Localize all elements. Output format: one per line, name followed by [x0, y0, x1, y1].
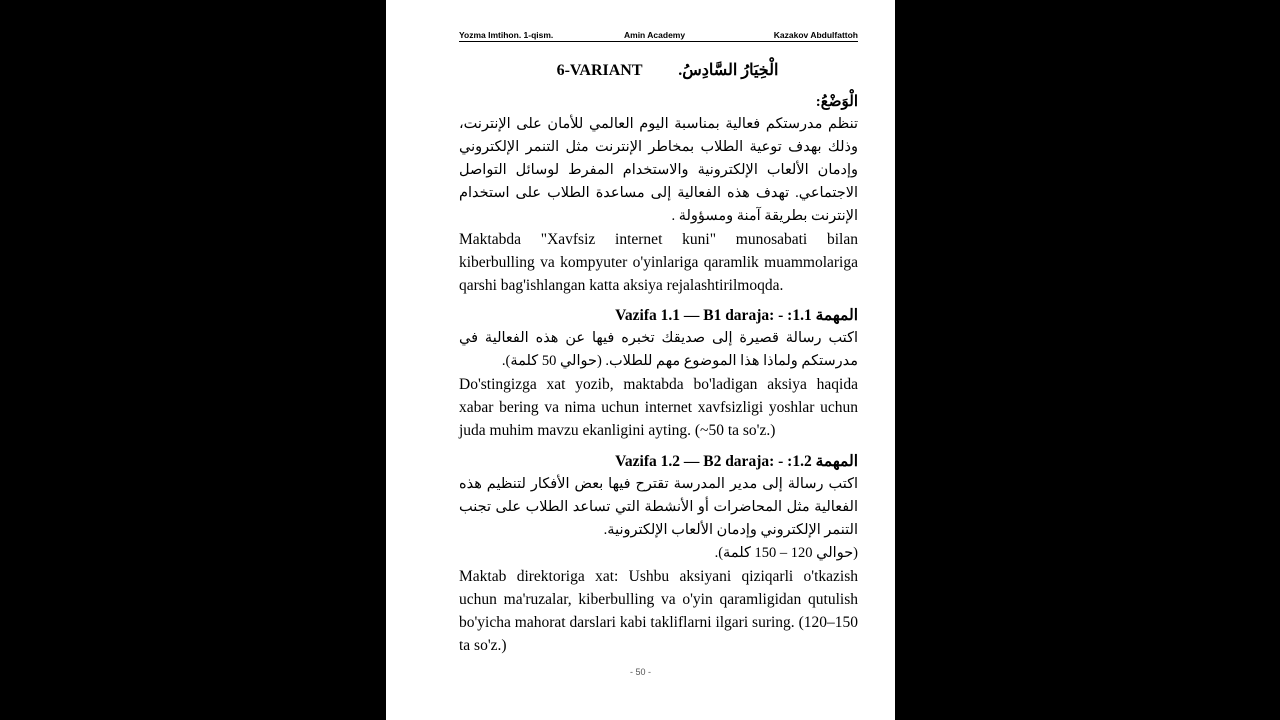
variant-title — [477, 58, 858, 84]
task-2-title: Vazifa 1.2 — B2 daraja: - :1.2 المهمة — [615, 453, 858, 470]
variant-title-arabic: الْخِيَارُ السَّادِسُ. — [678, 62, 779, 79]
document-page — [386, 0, 895, 720]
task-1-arabic-text: اكتب رسالة قصيرة إلى صديقك تخبره فيها عن هذه الفعالية في مدرستكم ولماذا هذا الموضوع مهم للطلاب. (حوالي 50 كلمة). — [459, 330, 858, 369]
task-2-arabic-word-count: (حوالي 120 – 150 كلمة). — [714, 545, 858, 561]
page-number: - 50 - — [629, 667, 651, 677]
header-right-text: Kazakov Abdulfattoh — [773, 30, 858, 40]
situation-heading: الْوَضْعُ: — [815, 94, 858, 110]
page-content — [459, 58, 858, 657]
variant-title-latin: 6-VARIANT — [556, 62, 643, 79]
task-2-arabic-text: اكتب رسالة إلى مدير المدرسة تقترح فيها بعض الأفكار لتنظيم هذه الفعالية مثل المحاضرات أو الأنشطة التي تساعد الطلاب على تجنب التنمر الإلكتروني وإدمان الألعاب الإلكترونية. — [459, 476, 858, 538]
header-left-text: Yozma Imtihon. 1-qism. — [459, 30, 554, 40]
task-2-uzbek-text: Maktab direktoriga xat: Ushbu aksiyani qiziqarli o'tkazish uchun ma'ruzalar, kiberbulling va o'yin qaramligidan qutulish bo'yicha mahorat darslari kabi takliflarni ilgari suring. (120–150 ta so'z.) — [459, 568, 858, 654]
running-header — [459, 30, 858, 42]
task-1-uzbek-text: Do'stingizga xat yozib, maktabda bo'ladigan aksiya haqida xabar bering va nima uchun internet xavfsizligi yoshlar uchun juda muhim mavzu ekanligini ayting. (~50 ta so'z.) — [459, 376, 858, 439]
situation-uzbek-text: Maktabda "Xavfsiz internet kuni" munosabati bilan kiberbulling va kompyuter o'yinlariga qaramlik muammolariga qarshi bag'ishlangan katta aksiya rejalashtirilmoqda. — [459, 231, 858, 294]
situation-arabic-text: تنظم مدرستكم فعالية بمناسبة اليوم العالمي للأمان على الإنترنت، وذلك بهدف توعية الطلاب بمخاطر الإنترنت مثل التنمر الإلكتروني وإدمان الألعاب الإلكترونية والاستخدام المفرط لوسائل التواصل الاجتماعي. تهدف هذه الفعالية إلى مساعدة الطلاب على استخدام الإنترنت بطريقة آمنة ومسؤولة . — [459, 116, 858, 224]
task-1-title: Vazifa 1.1 — B1 daraja: - :1.1 المهمة — [615, 307, 858, 324]
header-center-text: Amin Academy — [624, 30, 686, 40]
